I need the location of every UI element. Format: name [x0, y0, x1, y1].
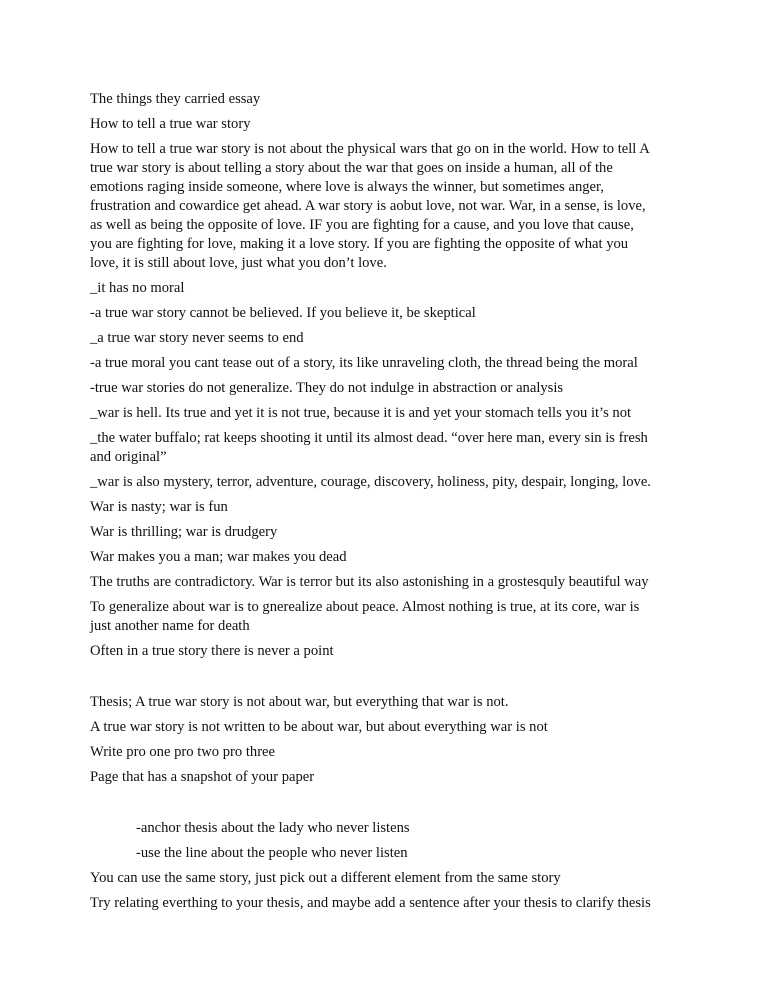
blank-line — [90, 793, 680, 819]
intro-line: true war story is about telling a story about the war that goes on inside a human, all of the — [90, 160, 613, 176]
intro-paragraph — [90, 140, 680, 273]
note-line: The truths are contradictory. War is terror but its also astonishing in a grostesquly beautiful way — [90, 574, 649, 590]
note-line: War makes you a man; war makes you dead — [90, 549, 347, 565]
note-line: _war is also mystery, terror, adventure, courage, discovery, holiness, pity, despair, longing, love. — [90, 474, 651, 490]
buffalo-line: _the water buffalo; rat keeps shooting it until its almost dead. “over here man, every sin is fresh — [90, 430, 648, 446]
note-line: War is nasty; war is fun — [90, 499, 228, 515]
blank-line — [90, 667, 680, 693]
closing-line: Try relating everthing to your thesis, and maybe add a sentence after your thesis to clarify thesis — [90, 895, 651, 911]
document-body — [90, 90, 680, 919]
intro-line: as well as being the opposite of love. IF you are fighting for a cause, and you love that cause, — [90, 217, 634, 233]
document-subtitle: How to tell a true war story — [90, 116, 251, 132]
buffalo-line: and original” — [90, 449, 167, 465]
indented-note: -anchor thesis about the lady who never listens — [136, 820, 410, 836]
intro-line: How to tell a true war story is not about the physical wars that go on in the world. How to tell A — [90, 141, 650, 157]
note-line: Page that has a snapshot of your paper — [90, 769, 315, 785]
note-line: -a true war story cannot be believed. If you believe it, be skeptical — [90, 305, 476, 321]
note-line: _a true war story never seems to end — [90, 330, 304, 346]
intro-line: love, it is still about love, just what you don’t love. — [90, 255, 387, 271]
generalize-line: just another name for death — [90, 618, 250, 634]
note-line: _it has no moral — [90, 280, 185, 296]
thesis-line: Thesis; A true war story is not about war, but everything that war is not. — [90, 694, 509, 710]
intro-line: you are fighting for love, making it a love story. If you are fighting the opposite of what you — [90, 236, 629, 252]
note-line: Often in a true story there is never a point — [90, 643, 334, 659]
document-title: The things they carried essay — [90, 91, 261, 107]
note-line: _war is hell. Its true and yet it is not true, because it is and yet your stomach tells you it’s not — [90, 405, 632, 421]
closing-line: You can use the same story, just pick out a different element from the same story — [90, 870, 561, 886]
intro-line: frustration and cowardice get ahead. A war story is aobut love, not war. War, in a sense, is love, — [90, 198, 646, 214]
note-line: Write pro one pro two pro three — [90, 744, 276, 760]
indented-note: -use the line about the people who never listen — [136, 845, 408, 861]
buffalo-paragraph — [90, 429, 680, 467]
note-line: A true war story is not written to be about war, but about everything war is not — [90, 719, 548, 735]
intro-line: emotions raging inside someone, where love is always the winner, but sometimes anger, — [90, 179, 604, 195]
note-line: -a true moral you cant tease out of a story, its like unraveling cloth, the thread being the moral — [90, 355, 638, 371]
note-line: War is thrilling; war is drudgery — [90, 524, 278, 540]
note-line: -true war stories do not generalize. They do not indulge in abstraction or analysis — [90, 380, 564, 396]
generalize-line: To generalize about war is to gnerealize about peace. Almost nothing is true, at its core, war is — [90, 599, 640, 615]
generalize-paragraph — [90, 598, 680, 636]
